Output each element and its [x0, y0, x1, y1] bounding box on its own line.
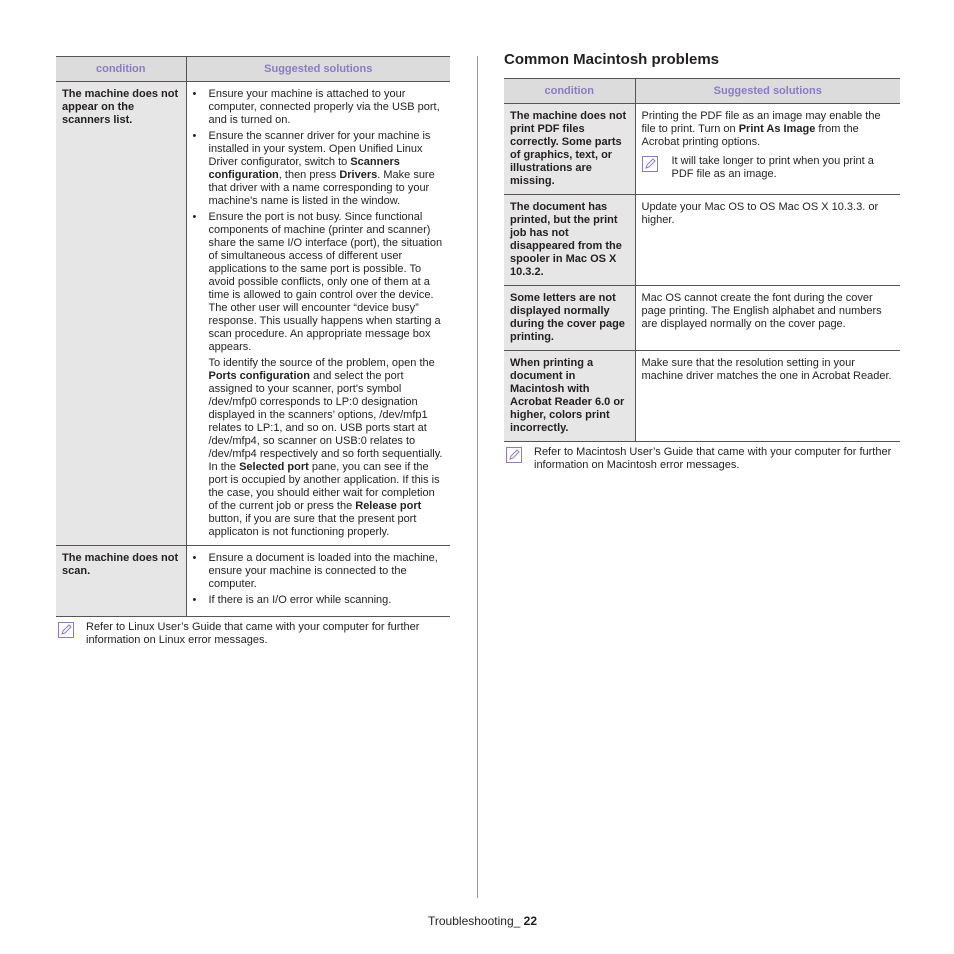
list-item: • Ensure the scanner driver for your machine is installed in your system. Open Unified Linux Driver configurator, switch to Scanners configuration, then press Drivers. Make sure that driver with a name corresponding to your machine's name is listed in the window.: [192, 130, 435, 207]
table-row: [504, 104, 900, 195]
condition-cell: When printing a document in Macintosh with Acrobat Reader 6.0 or higher, colors print incorrectly.: [504, 351, 635, 442]
table-row: [504, 195, 900, 286]
header-condition: condition: [504, 79, 635, 104]
condition-cell: The document has printed, but the print job has not disappeared from the spooler in Mac OS X 10.3.2.: [504, 195, 635, 286]
header-solutions: Suggested solutions: [635, 79, 900, 104]
table-row: [56, 546, 450, 617]
solution-cell: [635, 104, 900, 195]
solution-list: [193, 552, 445, 607]
list-item: • Ensure a document is loaded into the machine, ensure your machine is connected to the computer.: [192, 552, 438, 590]
list-item: • Ensure the port is not busy. Since functional components of machine (printer and scanner) share the same I/O interface (port), the situation of simultaneous access of different user applications to the same port is possible. To avoid possible conflicts, only one of them at a time is allowed to gain control over the device. The other user will encounter “device busy” response. This usually happens when starting a scan procedure. An appropriate message box appears.: [192, 211, 443, 353]
solution-cell: [186, 546, 450, 617]
port-identification-paragraph: To identify the source of the problem, open the Ports configuration and select the port assigned to your scanner, port's symbol /dev/mfp0 corresponds to LP:0 designation displayed in the scanners’ options, /dev/mfp1 relates to LP:1, and so on. USB ports start at /dev/mfp4, so scanner on USB:0 relates to /dev/mfp4 respectively and so forth sequentially. In the Selected port pane, you can see if the port is occupied by another application. If this is the case, you should either wait for completion of the current job or press the Release port button, if you are sure that the present port applicaton is not functioning properly.: [208, 357, 443, 538]
table-header-row: [504, 79, 900, 104]
note-pencil-icon: [58, 622, 74, 638]
table-row: [504, 351, 900, 442]
note-text: Refer to Linux User’s Guide that came with your computer for further information on Linux error messages.: [86, 621, 420, 646]
solution-cell: Update your Mac OS to OS Mac OS X 10.3.3. or higher.: [635, 195, 900, 286]
condition-cell: The machine does not print PDF files correctly. Some parts of graphics, text, or illustrations are missing.: [504, 104, 635, 195]
solution-cell: Make sure that the resolution setting in your machine driver matches the one in Acrobat Reader.: [635, 351, 900, 442]
header-solutions: Suggested solutions: [186, 57, 450, 82]
condition-cell: The machine does not scan.: [56, 546, 186, 617]
page-number: 22: [523, 914, 537, 928]
list-item: • If there is an I/O error while scanning.: [192, 594, 392, 606]
list-item: • Ensure your machine is attached to your computer, connected properly via the USB port, and is turned on.: [192, 88, 440, 126]
note-pencil-icon: [506, 447, 522, 463]
table-row: [56, 82, 450, 546]
linux-problems-table: [56, 56, 450, 617]
right-column: [504, 50, 900, 472]
note-text: Refer to Macintosh User’s Guide that came with your computer for further information on Macintosh error messages.: [534, 446, 892, 471]
macintosh-note: [504, 446, 900, 472]
solution-cell: [186, 82, 450, 546]
linux-note: [56, 621, 450, 647]
header-condition: condition: [56, 57, 186, 82]
condition-cell: Some letters are not displayed normally during the cover page printing.: [504, 286, 635, 351]
table-row: [504, 286, 900, 351]
macintosh-problems-table: [504, 78, 900, 442]
table-header-row: [56, 57, 450, 82]
page-footer: [428, 914, 537, 928]
section-title: Common Macintosh problems: [504, 51, 720, 68]
column-divider: [477, 56, 478, 898]
left-column: [56, 56, 450, 647]
pdf-note: It will take longer to print when you print a PDF file as an image.: [642, 155, 895, 181]
note-pencil-icon: [642, 156, 658, 172]
footer-section: Troubleshooting_: [428, 914, 521, 928]
solution-cell: Mac OS cannot create the font during the cover page printing. The English alphabet and numbers are displayed normally on the cover page.: [635, 286, 900, 351]
solution-text: Printing the PDF file as an image may enable the file to print. Turn on Print As Image from the Acrobat printing options.: [641, 110, 881, 148]
condition-cell: The machine does not appear on the scanners list.: [56, 82, 186, 546]
solution-list: [193, 88, 445, 354]
